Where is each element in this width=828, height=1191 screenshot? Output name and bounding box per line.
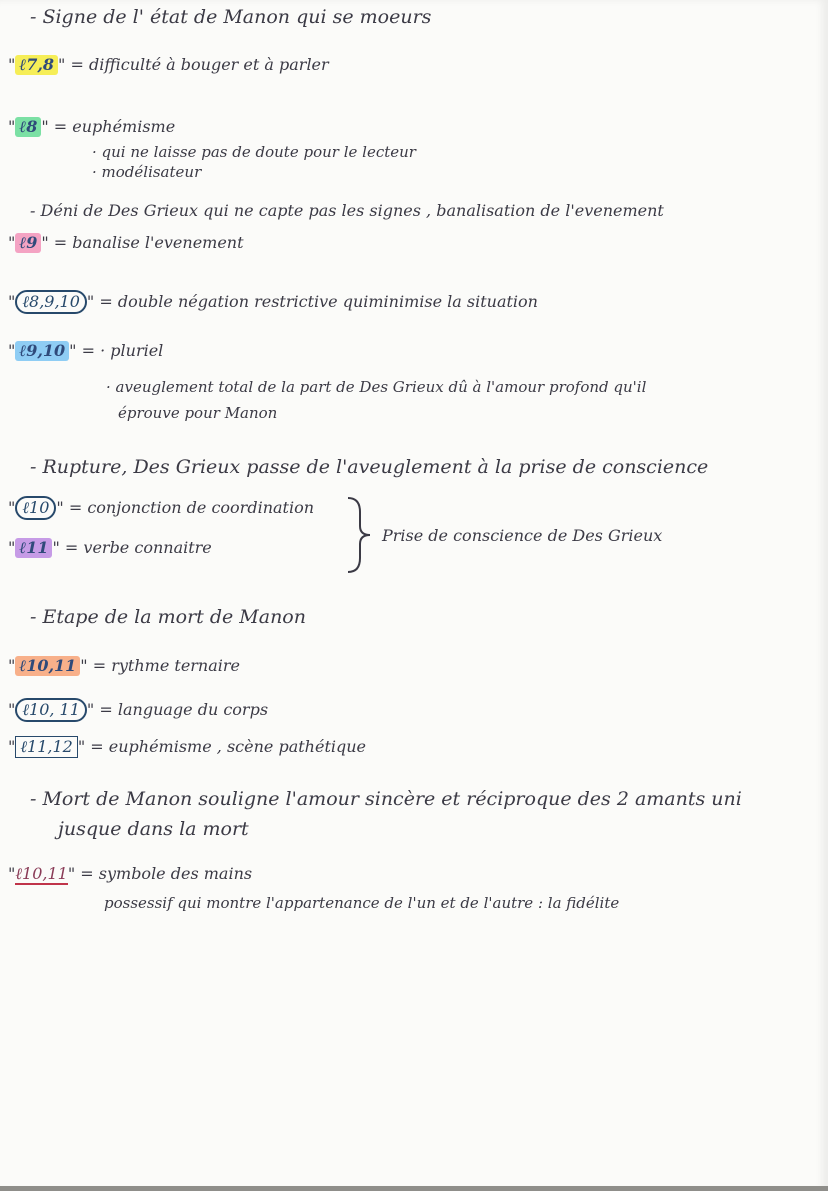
note-text: = banalise l'evenement: [48, 233, 244, 252]
note-line-l10: " ℓ10 " = conjonction de coordination: [8, 496, 314, 520]
note-text: = euphémisme: [48, 117, 176, 136]
note-line-l10-11: " ℓ10,11 " = rythme ternaire: [8, 656, 241, 675]
note-text: = verbe connaitre: [59, 538, 212, 557]
note-text: = language du corps: [94, 700, 269, 719]
heading-etape: - Etape de la mort de Manon: [30, 606, 306, 628]
note-subpoint: possessif qui montre l'appartenance de l'un et de l'autre : la fidélite: [104, 894, 620, 912]
line-ref-circled: ℓ8,9,10: [15, 290, 87, 314]
note-text: = euphémisme , scène pathétique: [85, 737, 366, 756]
note-line-l8: " ℓ8 " = euphémisme: [8, 117, 176, 136]
note-text: = symbole des mains: [75, 864, 253, 883]
line-ref-highlight: ℓ9,10: [15, 341, 69, 361]
page-bottom-edge: [0, 1186, 828, 1191]
note-line-l9-10: " ℓ9,10 " = · pluriel: [8, 341, 164, 360]
line-ref-highlight: ℓ10,11: [15, 656, 80, 676]
note-line-l7-8: " ℓ7,8 " = difficulté à bouger et à parler: [8, 55, 329, 74]
line-ref-circled: ℓ10, 11: [15, 698, 87, 722]
heading-deni: - Déni de Des Grieux qui ne capte pas les signes , banalisation de l'evenement: [30, 201, 664, 220]
line-ref-underlined: ℓ10,11: [15, 864, 68, 883]
note-subpoint: · qui ne laisse pas de doute pour le lecteur: [92, 143, 416, 161]
note-text: = · pluriel: [76, 341, 164, 360]
line-ref-circled: ℓ10: [15, 496, 56, 520]
brace-conclusion: Prise de conscience de Des Grieux: [382, 526, 663, 545]
heading-mort: - Mort de Manon souligne l'amour sincère et réciproque des 2 amants uni: [30, 788, 742, 810]
line-ref-highlight: ℓ7,8: [15, 55, 58, 75]
line-ref-highlight: ℓ11: [15, 538, 52, 558]
line-ref-highlight: ℓ8: [15, 117, 41, 137]
line-ref-boxed: ℓ11,12: [15, 736, 77, 758]
note-text: = double négation restrictive quiminimise la situation: [94, 292, 538, 311]
note-line-l11: " ℓ11 " = verbe connaitre: [8, 538, 212, 557]
note-line-l8-9-10: " ℓ8,9,10 " = double négation restrictive quiminimise la situation: [8, 290, 538, 314]
note-line-l10-11-underlined: "ℓ10,11" = symbole des mains: [8, 864, 253, 883]
line-ref-highlight: ℓ9: [15, 233, 41, 253]
note-line-l9: " ℓ9 " = banalise l'evenement: [8, 233, 244, 252]
heading-signe: - Signe de l' état de Manon qui se moeurs: [30, 6, 432, 28]
note-subpoint: · aveuglement total de la part de Des Grieux dû à l'amour profond qu'il: [106, 378, 647, 396]
heading-rupture: - Rupture, Des Grieux passe de l'aveuglement à la prise de conscience: [30, 456, 709, 478]
note-text: = conjonction de coordination: [63, 498, 315, 517]
heading-mort-continued: jusque dans la mort: [58, 818, 249, 840]
note-subpoint: éprouve pour Manon: [118, 404, 278, 422]
note-subpoint: · modélisateur: [92, 163, 202, 181]
note-text: = rythme ternaire: [87, 656, 241, 675]
note-text: = difficulté à bouger et à parler: [65, 55, 329, 74]
note-line-l11-12: " ℓ11,12 " = euphémisme , scène pathétique: [8, 737, 366, 756]
curly-brace-icon: [346, 494, 376, 576]
note-line-l10-11-circled: " ℓ10, 11 " = language du corps: [8, 698, 268, 722]
